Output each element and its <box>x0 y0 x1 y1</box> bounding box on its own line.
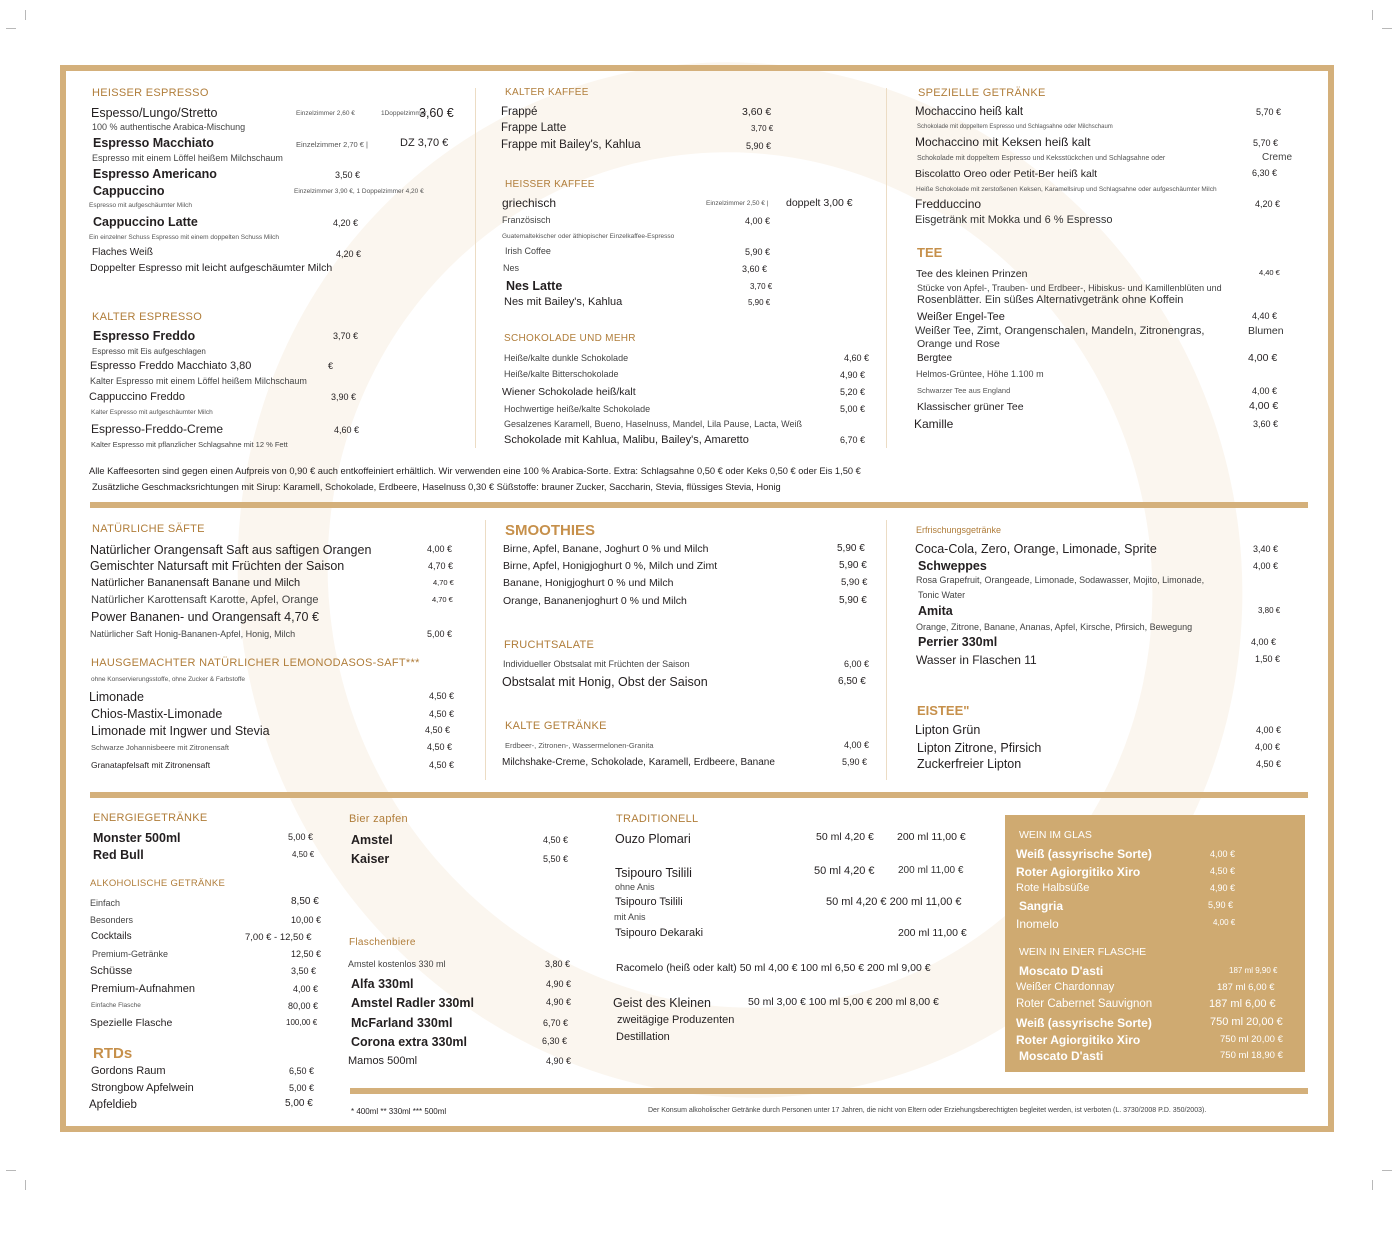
item-tsipouro-price-200: 200 ml 11,00 € <box>898 865 964 876</box>
item-geist: Geist des Kleinen <box>613 996 711 1010</box>
item-wine-bottle: Roter Cabernet Sauvignon <box>1016 998 1153 1010</box>
item-espresso-price: 3,60 € <box>419 106 454 120</box>
item-dekaraki-price: 200 ml 11,00 € <box>898 927 967 939</box>
item-mochaccino-keks-creme: Creme <box>1262 152 1293 163</box>
item-chocolate: Wiener Schokolade heiß/kalt <box>502 386 636 398</box>
item-irish-coffee-price: 5,90 € <box>745 247 771 257</box>
item-bottled-beer: Amstel kostenlos 330 ml <box>348 959 446 969</box>
item-fredduccino-price: 4,20 € <box>1255 199 1281 209</box>
section-title-ice-tea: EISTEE" <box>917 703 970 718</box>
item-schweppes: Schweppes <box>918 559 987 573</box>
item-cappuccino-freddo-price: 3,90 € <box>331 392 357 402</box>
section-title-wine-glass: WEIN IM GLAS <box>1019 829 1092 841</box>
item-fruit-salad-price: 6,00 € <box>844 659 870 669</box>
item-macchiato: Espresso Macchiato <box>93 136 214 150</box>
item-coca-cola-price: 3,40 € <box>1253 544 1279 554</box>
item-wine-glass: Weiß (assyrische Sorte) <box>1016 847 1152 861</box>
item-tea-prinzen-desc: Stücke von Apfel-, Trauben- und Erdbeer-, Hibiskus- und Kamillenblüten und <box>917 283 1222 293</box>
item-tea-black-price: 4,00 € <box>1252 386 1278 396</box>
item-cold-drink: Erdbeer-, Zitronen-, Wassermelonen-Granita <box>505 741 654 750</box>
item-mochaccino-keks: Mochaccino mit Keksen heiß kalt <box>915 135 1091 149</box>
item-nes-price: 3,60 € <box>742 264 768 274</box>
section-divider-bar <box>90 792 1308 798</box>
item-wine-glass-price: 4,90 € <box>1210 883 1236 893</box>
item-americano: Espresso Americano <box>93 167 217 181</box>
item-frappe-baileys-price: 5,90 € <box>746 141 772 151</box>
item-tea-berg-desc: Helmos-Grüntee, Höhe 1.100 m <box>916 369 1044 379</box>
item-bottled-beer-price: 4,90 € <box>546 997 572 1007</box>
item-cold-drink-price: 4,00 € <box>844 740 870 750</box>
item-alcohol-price: 3,50 € <box>291 966 317 976</box>
item-bottled-beer-price: 6,30 € <box>542 1036 568 1046</box>
item-chocolate: Heiße/kalte dunkle Schokolade <box>504 353 629 363</box>
item-greek-single: Einzelzimmer 2,50 € | <box>706 200 769 207</box>
item-wine-bottle-price: 187 ml 6,00 € <box>1209 998 1276 1010</box>
item-juice: Natürlicher Bananensaft Banane und Milch <box>91 577 301 589</box>
item-juice: Natürlicher Saft Honig-Bananen-Apfel, Honig, Milch <box>90 629 296 639</box>
item-lemonade-price: 4,50 € <box>429 760 455 770</box>
item-tea-kamille: Kamille <box>914 417 954 431</box>
item-tsipouro: Tsipouro Tsilili <box>615 866 692 880</box>
item-macchiato-desc: Espresso mit einem Löffel heißem Milchschaum <box>92 153 283 163</box>
crop-mark <box>25 10 26 20</box>
item-smoothie: Birne, Apfel, Honigjoghurt 0 %, Milch und Zimt <box>503 560 718 572</box>
section-title-hot-coffee: HEISSER KAFFEE <box>505 179 595 190</box>
item-bottled-beer-price: 4,90 € <box>546 979 572 989</box>
item-tea-engel-desc-b: Blumen <box>1248 325 1284 337</box>
item-tea-black: Schwarzer Tee aus England <box>917 386 1011 395</box>
item-fruit-salad-price: 6,50 € <box>838 676 866 687</box>
item-chocolate: Heiße/kalte Bitterschokolade <box>504 369 619 379</box>
item-tea-berg: Bergtee <box>917 353 953 364</box>
item-cold-drink-price: 5,90 € <box>842 757 868 767</box>
section-title-energy: ENERGIEGETRÄNKE <box>93 812 208 824</box>
item-wine-glass: Inomelo <box>1016 917 1059 931</box>
item-fredduccino-desc: Eisgetränk mit Mokka und 6 % Espresso <box>915 214 1113 226</box>
column-divider <box>886 88 887 448</box>
item-tea-engel-desc: Orange und Rose <box>917 338 1000 350</box>
item-oreo: Biscolatto Oreo oder Petit-Ber heiß kalt <box>915 168 1098 180</box>
item-ouzo: Ouzo Plomari <box>615 832 691 846</box>
item-tsipouro-anis-note: mit Anis <box>614 912 646 922</box>
item-cappuccino-latte: Cappuccino Latte <box>93 215 198 229</box>
item-wine-bottle-price: 187 ml 6,00 € <box>1217 982 1275 993</box>
item-fruit-salad: Individueller Obstsalat mit Früchten der Saison <box>503 659 690 669</box>
item-espresso-single: Einzelzimmer 2,60 € <box>296 110 355 117</box>
item-ouzo-price-200: 200 ml 11,00 € <box>897 831 966 843</box>
item-flat-white: Flaches Weiß <box>92 247 153 258</box>
item-energy-price: 5,00 € <box>288 832 314 842</box>
item-juice: Power Bananen- und Orangensaft 4,70 € <box>91 610 319 624</box>
item-lemonade: Limonade <box>89 690 144 704</box>
item-greek-coffee: griechisch <box>502 196 557 210</box>
item-energy-price: 4,50 € <box>292 850 315 859</box>
item-french-coffee: Französisch <box>502 215 551 225</box>
item-mochaccino-keks-price: 5,70 € <box>1253 138 1279 148</box>
item-tea-green-price: 4,00 € <box>1249 400 1279 412</box>
item-wine-bottle: Weiß (assyrische Sorte) <box>1016 1016 1152 1030</box>
item-nes-baileys-price: 5,90 € <box>748 298 771 307</box>
item-chocolate: Schokolade mit Kahlua, Malibu, Bailey's, Amaretto <box>504 434 749 446</box>
item-schweppes-price: 4,00 € <box>1253 561 1279 571</box>
item-chocolate-price: 5,20 € <box>840 387 866 397</box>
item-geist-desc: Destillation <box>616 1031 670 1043</box>
item-tsipouro-anis: Tsipouro Tsilili <box>615 896 683 908</box>
item-juice-price: 4,70 € <box>433 578 454 587</box>
item-espresso-freddo: Espresso Freddo <box>93 329 196 343</box>
item-alcohol-price: 80,00 € <box>288 1001 319 1011</box>
item-chocolate-price: 4,60 € <box>844 353 870 363</box>
item-tea-engel-price: 4,40 € <box>1252 311 1278 321</box>
item-americano-price: 3,50 € <box>335 170 361 180</box>
item-lemonade: Limonade mit Ingwer und Stevia <box>91 724 270 738</box>
item-espresso: Espesso/Lungo/Stretto <box>91 106 218 120</box>
item-alcohol-price: 7,00 € - 12,50 € <box>245 932 312 943</box>
item-alcohol: Einfache Flasche <box>91 1002 141 1009</box>
item-mochaccino-price: 5,70 € <box>1256 107 1282 117</box>
item-frappe-price: 3,60 € <box>742 106 772 118</box>
lemonade-subtitle: ohne Konservierungsstoffe, ohne Zucker & Farbstoffe <box>91 676 246 683</box>
section-title-refreshments: Erfrischungsgetränke <box>916 525 1002 535</box>
crop-mark <box>1382 1170 1392 1171</box>
item-juice-price: 5,00 € <box>427 629 453 639</box>
item-energy: Red Bull <box>93 848 144 862</box>
item-alcohol: Einfach <box>90 898 121 908</box>
item-tsipouro-anis-prices: 50 ml 4,20 € 200 ml 11,00 € <box>826 896 962 908</box>
item-wine-bottle-price: 750 ml 20,00 € <box>1210 1016 1283 1028</box>
item-cappuccino-freddo: Cappuccino Freddo <box>89 391 186 403</box>
item-lemonade-price: 4,50 € <box>427 742 453 752</box>
item-nes-latte-price: 3,70 € <box>750 282 773 291</box>
item-cappuccino-latte-price: 4,20 € <box>333 218 359 228</box>
crop-mark <box>25 1180 26 1190</box>
section-title-cold-espresso: KALTER ESPRESSO <box>92 311 203 323</box>
item-draft-beer-price: 5,50 € <box>543 854 569 864</box>
section-title-alcohol: ALKOHOLISCHE GETRÄNKE <box>90 878 226 889</box>
section-title-cold-coffee: KALTER KAFFEE <box>505 87 589 98</box>
item-espresso-freddo-price: 3,70 € <box>333 331 359 341</box>
item-rtd: Strongbow Apfelwein <box>91 1082 194 1094</box>
item-energy: Monster 500ml <box>93 831 181 845</box>
note-decaf: Alle Kaffeesorten sind gegen einen Aufpreis von 0,90 € auch entkoffeiniert erhältlich. Wir verwenden eine 100 % Arabica-Sorte. Extra: Schlagsahne 0,50 € oder Keks 0,50 € oder Eis 1,50 € <box>89 466 861 476</box>
item-bottled-beer: Alfa 330ml <box>351 977 414 991</box>
item-rtd: Gordons Raum <box>91 1065 166 1077</box>
item-alcohol: Premium-Getränke <box>92 949 169 959</box>
item-lemonade-price: 4,50 € <box>429 691 455 701</box>
item-cappuccino-opts: Einzelzimmer 3,90 €, 1 Doppelzimmer 4,20 € <box>294 188 424 195</box>
item-racomelo: Racomelo (heiß oder kalt) 50 ml 4,00 € 100 ml 6,50 € 200 ml 9,00 € <box>616 962 931 974</box>
item-wine-glass: Sangria <box>1019 899 1064 913</box>
footer-sizes: * 400ml ** 330ml *** 500ml <box>351 1107 447 1116</box>
wine-panel <box>1005 815 1305 1072</box>
item-alcohol-price: 100,00 € <box>286 1018 318 1027</box>
item-alcohol: Schüsse <box>90 965 133 977</box>
item-amita-price: 3,80 € <box>1258 606 1281 615</box>
section-title-bottled-beer: Flaschenbiere <box>349 937 416 948</box>
item-ice-tea: Zuckerfreier Lipton <box>917 757 1022 771</box>
item-espresso-freddo-desc: Espresso mit Eis aufgeschlagen <box>92 347 206 356</box>
item-lemonade: Granatapfelsaft mit Zitronensaft <box>91 760 211 770</box>
item-tsipouro-price-50: 50 ml 4,20 € <box>814 865 875 877</box>
item-frappe: Frappé <box>501 106 538 118</box>
item-amita: Amita <box>918 604 953 618</box>
item-tea-green: Klassischer grüner Tee <box>917 401 1024 413</box>
item-bottled-beer-price: 4,90 € <box>546 1056 572 1066</box>
item-greek-double: doppelt 3,00 € <box>786 197 853 209</box>
item-bottled-beer: Corona extra 330ml <box>351 1035 468 1049</box>
item-wine-bottle-price: 750 ml 20,00 € <box>1220 1034 1283 1045</box>
item-macchiato-price: DZ 3,70 € <box>400 137 449 149</box>
item-oreo-desc: Heiße Schokolade mit zerstoßenen Keksen, Karamellsirup und Schlagsahne oder aufgeschäumter Milch <box>916 186 1217 193</box>
column-divider <box>475 88 476 448</box>
item-alcohol: Cocktails <box>91 931 132 942</box>
item-bottled-beer: Mamos 500ml <box>348 1055 418 1067</box>
item-perrier-price: 4,00 € <box>1251 637 1277 647</box>
item-smoothie-price: 5,90 € <box>841 577 868 588</box>
section-title-special: SPEZIELLE GETRÄNKE <box>918 87 1046 99</box>
section-title-hot-espresso: HEISSER ESPRESSO <box>92 87 209 99</box>
item-ouzo-price-50: 50 ml 4,20 € <box>816 831 874 843</box>
item-smoothie-price: 5,90 € <box>839 560 867 571</box>
item-geist-desc: zweitägige Produzenten <box>617 1014 735 1026</box>
item-wine-bottle-price: 750 ml 18,90 € <box>1220 1050 1283 1061</box>
item-freddo-macchiato-desc: Kalter Espresso mit einem Löffel heißem Milchschaum <box>90 376 307 386</box>
section-title-draft-beer: Bier zapfen <box>349 813 408 825</box>
item-juice-price: 4,00 € <box>427 544 453 554</box>
item-mochaccino-desc: Schokolade mit doppeltem Espresso und Schlagsahne oder Milchschaum <box>917 124 1113 130</box>
item-cold-drink: Milchshake-Creme, Schokolade, Karamell, Erdbeere, Banane <box>502 757 775 768</box>
item-chocolate-price: 5,00 € <box>840 404 866 414</box>
item-ice-tea: Lipton Grün <box>915 723 981 737</box>
item-chocolate-price: 4,90 € <box>840 370 866 380</box>
item-nes-latte: Nes Latte <box>506 279 563 293</box>
item-juice: Natürlicher Karottensaft Karotte, Apfel, Orange <box>91 594 319 606</box>
item-fredduccino: Fredduccino <box>915 197 982 211</box>
item-ice-tea-price: 4,50 € <box>1256 759 1282 769</box>
item-cappuccino-freddo-desc: Kalter Espresso mit aufgeschäumter Milch <box>91 409 213 416</box>
item-draft-beer-price: 4,50 € <box>543 835 569 845</box>
item-freddo-creme: Espresso-Freddo-Creme <box>91 422 224 436</box>
item-bottled-beer: McFarland 330ml <box>351 1016 453 1030</box>
item-cappuccino: Cappuccino <box>93 184 165 198</box>
item-ice-tea-price: 4,00 € <box>1255 742 1281 752</box>
crop-mark <box>6 1170 16 1171</box>
item-tea-prinzen-price: 4,40 € <box>1259 268 1280 277</box>
item-nes-baileys: Nes mit Bailey's, Kahlua <box>504 296 623 308</box>
item-alcohol-price: 8,50 € <box>291 896 319 907</box>
item-rtd: Apfeldieb <box>89 1099 137 1111</box>
section-title-traditional: TRADITIONELL <box>616 813 699 825</box>
item-chocolate: Hochwertige heiße/kalte Schokolade <box>504 404 651 414</box>
item-mochaccino: Mochaccino heiß kalt <box>915 106 1024 118</box>
section-title-fruit: FRUCHTSALATE <box>504 639 595 651</box>
item-tea-berg-price: 4,00 € <box>1248 352 1278 364</box>
section-divider-bar <box>90 502 1308 508</box>
section-title-rtds: RTDs <box>93 1045 133 1062</box>
item-dekaraki: Tsipouro Dekaraki <box>615 927 704 939</box>
section-title-cold-drinks: KALTE GETRÄNKE <box>505 720 607 732</box>
item-amita-desc: Orange, Zitrone, Banane, Ananas, Apfel, Kirsche, Pfirsich, Bewegung <box>916 622 1193 632</box>
item-perrier: Perrier 330ml <box>918 635 998 649</box>
item-flat-white-desc: Doppelter Espresso mit leicht aufgeschäumter Milch <box>90 262 333 274</box>
item-schweppes-desc: Tonic Water <box>918 590 966 600</box>
item-alcohol: Besonders <box>90 915 134 925</box>
item-lemonade: Chios-Mastix-Limonade <box>91 707 223 721</box>
item-irish-coffee: Irish Coffee <box>505 246 551 256</box>
item-tea-prinzen-desc: Rosenblätter. Ein süßes Alternativgetränk ohne Koffein <box>917 294 1184 306</box>
item-schweppes-desc: Rosa Grapefruit, Orangeade, Limonade, Sodawasser, Mojito, Limonade, <box>916 575 1205 585</box>
item-tea-engel-desc: Weißer Tee, Zimt, Orangenschalen, Mandeln, Zitronengras, <box>915 325 1205 337</box>
item-frappe-baileys: Frappe mit Bailey's, Kahlua <box>501 139 641 151</box>
item-tea-engel: Weißer Engel-Tee <box>917 311 1005 323</box>
item-juice: Natürlicher Orangensaft Saft aus saftigen Orangen <box>90 543 372 557</box>
item-freddo-macchiato-euro: € <box>328 361 334 371</box>
column-divider <box>886 520 887 780</box>
item-bottled-beer: Amstel Radler 330ml <box>351 996 474 1010</box>
section-title-chocolate: SCHOKOLADE UND MEHR <box>504 333 636 344</box>
item-alcohol-price: 10,00 € <box>291 915 322 925</box>
note-syrups: Zusätzliche Geschmacksrichtungen mit Sirup: Karamell, Schokolade, Erdbeere, Haselnuss 0,30 € Süßstoffe: brauner Zucker, Saccharin, Stevia, flüssiges Stevia, Honig <box>92 482 781 492</box>
item-oreo-price: 6,30 € <box>1252 168 1278 178</box>
item-cappuccino-desc: Espresso mit aufgeschäumter Milch <box>89 202 192 209</box>
item-smoothie-price: 5,90 € <box>839 595 867 606</box>
item-tsipouro-note: ohne Anis <box>615 882 655 892</box>
item-draft-beer: Kaiser <box>351 852 390 866</box>
section-title-wine-bottle: WEIN IN EINER FLASCHE <box>1019 946 1147 958</box>
crop-mark <box>1372 1180 1373 1190</box>
item-water-price: 1,50 € <box>1255 654 1281 664</box>
item-bottled-beer-price: 3,80 € <box>545 959 571 969</box>
section-divider-bar <box>350 1088 1308 1094</box>
item-smoothie-price: 5,90 € <box>837 543 865 554</box>
item-rtd-price: 5,00 € <box>285 1098 313 1109</box>
item-juice-price: 4,70 € <box>432 595 453 604</box>
item-freddo-creme-desc: Kalter Espresso mit pflanzlicher Schlagsahne mit 12 % Fett <box>91 440 288 449</box>
item-tea-kamille-price: 3,60 € <box>1253 419 1279 429</box>
item-wine-bottle-price: 187 ml 9,90 € <box>1229 966 1278 975</box>
item-wine-glass: Roter Agiorgitiko Xiro <box>1016 865 1141 879</box>
item-lemonade-price: 4,50 € <box>425 725 451 735</box>
item-chocolate-price: 6,70 € <box>840 435 866 445</box>
item-wine-glass-price: 4,00 € <box>1213 918 1236 927</box>
item-lemonade: Schwarze Johannisbeere mit Zitronensaft <box>91 743 229 752</box>
item-wine-glass-price: 4,50 € <box>1210 866 1236 876</box>
item-fruit-salad: Obstsalat mit Honig, Obst der Saison <box>502 675 708 689</box>
item-wine-glass: Rote Halbsüße <box>1016 882 1090 894</box>
crop-mark <box>6 28 16 29</box>
item-juice: Gemischter Natursaft mit Früchten der Saison <box>90 559 345 573</box>
section-title-smoothies: SMOOTHIES <box>505 522 596 539</box>
item-wine-bottle: Weißer Chardonnay <box>1016 981 1115 993</box>
item-alcohol-price: 4,00 € <box>293 984 319 994</box>
item-wine-bottle: Roter Agiorgitiko Xiro <box>1016 1033 1141 1047</box>
item-french-coffee-desc: Guatemaltekischer oder äthiopischer Einzelkaffee-Espresso <box>502 233 675 240</box>
item-frappe-latte-price: 3,70 € <box>751 124 774 133</box>
item-wine-bottle: Moscato D'asti <box>1019 1049 1104 1063</box>
item-mochaccino-keks-desc: Schokolade mit doppeltem Espresso und Keksstückchen und Schlagsahne oder <box>917 155 1166 162</box>
section-title-juices: NATÜRLICHE SÄFTE <box>92 523 205 535</box>
item-tea-prinzen: Tee des kleinen Prinzen <box>916 268 1028 280</box>
item-espresso-double: 1Doppelzimmer <box>381 110 427 117</box>
section-title-lemonade: HAUSGEMACHTER NATÜRLICHER LEMONODASOS-SAFT*** <box>91 657 420 669</box>
item-smoothie: Orange, Bananenjoghurt 0 % und Milch <box>503 595 687 607</box>
item-freddo-macchiato: Espresso Freddo Macchiato 3,80 <box>90 360 252 372</box>
item-water: Wasser in Flaschen 11 <box>916 653 1037 667</box>
item-wine-glass-price: 4,00 € <box>1210 849 1236 859</box>
item-smoothie: Birne, Apfel, Banane, Joghurt 0 % und Milch <box>503 543 709 555</box>
item-rtd-price: 6,50 € <box>289 1066 315 1076</box>
item-wine-bottle: Moscato D'asti <box>1019 964 1104 978</box>
item-nes: Nes <box>503 263 520 273</box>
item-flat-white-price: 4,20 € <box>336 249 362 259</box>
item-ice-tea: Lipton Zitrone, Pfirsich <box>917 741 1042 755</box>
item-chocolate: Gesalzenes Karamell, Bueno, Haselnuss, Mandel, Lila Pause, Lacta, Weiß <box>504 419 802 429</box>
item-rtd-price: 5,00 € <box>289 1083 315 1093</box>
item-frappe-latte: Frappe Latte <box>501 122 567 134</box>
item-bottled-beer-price: 6,70 € <box>543 1018 569 1028</box>
footer-legal: Der Konsum alkoholischer Getränke durch Personen unter 17 Jahren, die nicht von Eltern oder Erziehungsberechtigten begleitet werden, ist verboten (L. 3730/2008 P.D. 350/2003). <box>648 1107 1207 1114</box>
item-freddo-creme-price: 4,60 € <box>334 425 360 435</box>
item-lemonade-price: 4,50 € <box>429 709 455 719</box>
item-draft-beer: Amstel <box>351 833 393 847</box>
item-alcohol: Premium-Aufnahmen <box>91 983 195 995</box>
item-wine-glass-price: 5,90 € <box>1208 900 1234 910</box>
section-title-tea: TEE <box>917 245 943 260</box>
item-french-coffee-price: 4,00 € <box>745 216 771 226</box>
item-espresso-desc: 100 % authentische Arabica-Mischung <box>92 122 246 132</box>
item-cappuccino-latte-desc: Ein einzelner Schuss Espresso mit einem doppelten Schuss Milch <box>89 234 280 241</box>
column-divider <box>485 520 486 780</box>
item-macchiato-single: Einzelzimmer 2,70 € | <box>296 140 368 149</box>
item-smoothie: Banane, Honigjoghurt 0 % und Milch <box>503 577 674 589</box>
crop-mark <box>1372 10 1373 20</box>
item-coca-cola: Coca-Cola, Zero, Orange, Limonade, Sprite <box>915 542 1157 556</box>
item-ice-tea-price: 4,00 € <box>1256 725 1282 735</box>
item-alcohol-price: 12,50 € <box>291 949 322 959</box>
item-juice-price: 4,70 € <box>428 561 454 571</box>
item-geist-prices: 50 ml 3,00 € 100 ml 5,00 € 200 ml 8,00 € <box>748 996 939 1008</box>
item-alcohol: Spezielle Flasche <box>90 1017 173 1029</box>
crop-mark <box>1382 28 1392 29</box>
